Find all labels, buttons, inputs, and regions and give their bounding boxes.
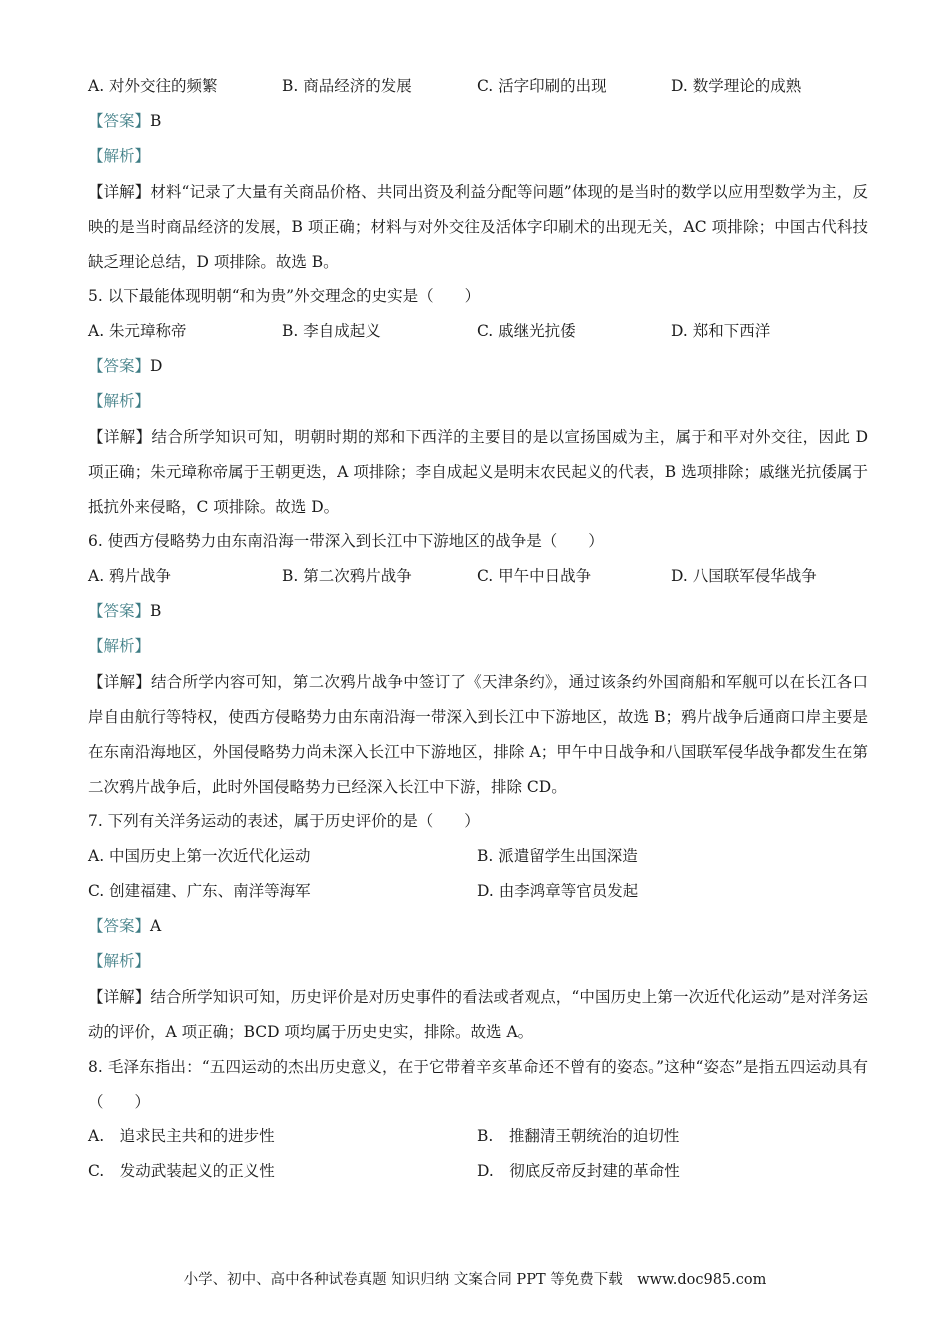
answer-tag: 【答案】: [88, 112, 151, 130]
q4-option-d: D. 数学理论的成熟: [671, 77, 802, 95]
answer-value: B: [150, 112, 162, 130]
detail-tag: 【详解】: [88, 988, 151, 1006]
analysis-tag: 【解析】: [88, 952, 151, 970]
analysis-tag: 【解析】: [88, 392, 151, 410]
detail-text: 结合所学知识可知，明朝时期的郑和下西洋的主要目的是以宣扬国威为主，属于和平对外交往，因此 D 项正确；朱元璋称帝属于王朝更迭，A 项排除；李自成起义是明末农民起义的代表，B 选项排除；戚继光抗倭属于抵抗外来侵略，C 项排除。故选 D。: [88, 428, 868, 516]
q6-answer: [88, 595, 868, 630]
detail-text: 结合所学内容可知，第二次鸦片战争中签订了《天津条约》，通过该条约外国商船和军舰可以在长江各口岸自由航行等特权，使西方侵略势力由东南沿海一带深入到长江中下游地区，故选 B；鸦片战争后通商口岸主要是在东南沿海地区，外国侵略势力尚未深入长江中下游地区，排除 A；甲午中日战争和八国联军侵华战争都发生在第二次鸦片战争后，此时外国侵略势力已经深入长江中下游，排除 CD。: [88, 673, 868, 796]
detail-tag: 【详解】: [88, 428, 152, 446]
answer-tag: 【答案】: [88, 602, 151, 620]
q8-option-d: D. 彻底反帝反封建的革命性: [477, 1162, 680, 1180]
q6-option-b: B. 第二次鸦片战争: [282, 567, 412, 585]
page-footer: 小学、初中、高中各种试卷真题 知识归纳 文案合同 PPT 等免费下载 www.doc985.com: [183, 1272, 767, 1288]
q4-answer: [88, 105, 868, 140]
answer-tag: 【答案】: [88, 357, 151, 375]
q6-detail: [88, 665, 868, 805]
q5-stem: 5. 以下最能体现明朝“和为贵”外交理念的史实是（ ）: [88, 287, 481, 305]
q4-option-b: B. 商品经济的发展: [282, 77, 412, 95]
q8-option-a: A. 追求民主共和的进步性: [88, 1127, 275, 1145]
q7-detail: [88, 980, 868, 1050]
q7-option-d: D. 由李鸿章等官员发起: [477, 882, 639, 900]
detail-tag: 【详解】: [88, 673, 152, 691]
q7-analysis: [88, 945, 868, 980]
q7-option-c: C. 创建福建、广东、南洋等海军: [88, 882, 311, 900]
q7-option-a: A. 中国历史上第一次近代化运动: [88, 847, 311, 865]
q6-option-c: C. 甲午中日战争: [477, 567, 592, 585]
q7-stem: 7. 下列有关洋务运动的表述，属于历史评价的是（ ）: [88, 812, 480, 830]
q5-option-c: C. 戚继光抗倭: [477, 322, 576, 340]
q4-option-a: A. 对外交往的频繁: [88, 77, 218, 95]
q5-options: [88, 315, 868, 350]
q4-option-c: C. 活字印刷的出现: [477, 77, 607, 95]
answer-value: A: [150, 917, 162, 935]
q5-analysis: [88, 385, 868, 420]
q6-stem: 6. 使西方侵略势力由东南沿海一带深入到长江中下游地区的战争是（ ）: [88, 532, 604, 550]
q7-options-row2: [88, 875, 868, 910]
exam-content: [88, 70, 868, 1190]
q5-option-b: B. 李自成起义: [282, 322, 381, 340]
detail-tag: 【详解】: [88, 183, 151, 201]
q7-answer: [88, 910, 868, 945]
q6-analysis: [88, 630, 868, 665]
q8-options-row2: [88, 1155, 868, 1190]
answer-value: B: [150, 602, 162, 620]
analysis-tag: 【解析】: [88, 637, 151, 655]
q5-option-a: A. 朱元璋称帝: [88, 322, 187, 340]
q6-option-a: A. 鸦片战争: [88, 567, 172, 585]
q4-analysis: [88, 140, 868, 175]
q5-answer: [88, 350, 868, 385]
q8-stem: 8. 毛泽东指出：“五四运动的杰出历史意义，在于它带着辛亥革命还不曾有的姿态。”这种“姿态”是指五四运动具有（ ）: [88, 1058, 868, 1111]
answer-value: D: [150, 357, 163, 375]
detail-text: 材料“记录了大量有关商品价格、共同出资及利益分配等问题”体现的是当时的数学以应用型数学为主，反映的是当时商品经济的发展，B 项正确；材料与对外交往及活体字印刷术的出现无关，AC 项排除；中国古代科技缺乏理论总结，D 项排除。故选 B。: [88, 183, 868, 271]
answer-tag: 【答案】: [88, 917, 151, 935]
q7-option-b: B. 派遣留学生出国深造: [477, 847, 638, 865]
q7-options-row1: [88, 840, 868, 875]
detail-text: 结合所学知识可知，历史评价是对历史事件的看法或者观点，“中国历史上第一次近代化运动”是对洋务运动的评价，A 项正确；BCD 项均属于历史史实，排除。故选 A。: [88, 988, 868, 1041]
q6-options: [88, 560, 868, 595]
q8-options-row1: [88, 1120, 868, 1155]
q6-option-d: D. 八国联军侵华战争: [671, 567, 817, 585]
q4-options: [88, 70, 868, 105]
q5-detail: [88, 420, 868, 525]
q4-detail: [88, 175, 868, 280]
q8-option-b: B. 推翻清王朝统治的迫切性: [477, 1127, 680, 1145]
q5-option-d: D. 郑和下西洋: [671, 322, 771, 340]
q8-option-c: C. 发动武装起义的正义性: [88, 1162, 275, 1180]
analysis-tag: 【解析】: [88, 147, 151, 165]
